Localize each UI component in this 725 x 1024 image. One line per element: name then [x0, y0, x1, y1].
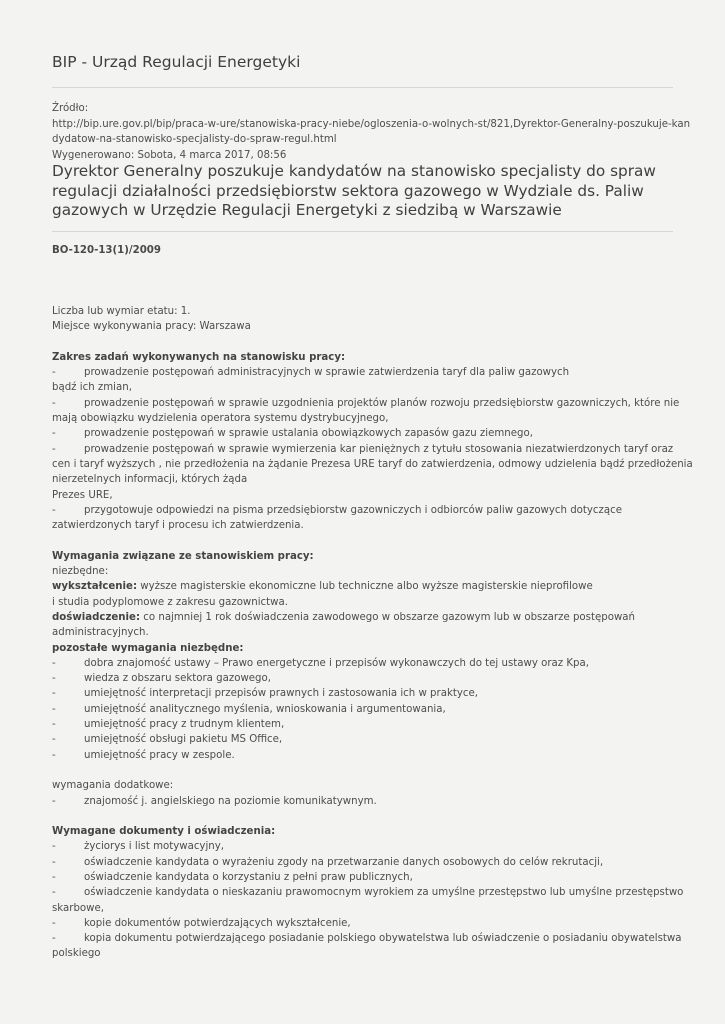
- list-item: - umiejętność obsługi pakietu MS Office,: [52, 734, 283, 746]
- etat-line: Liczba lub wymiar etatu: 1.: [52, 306, 191, 317]
- list-item: - prowadzenie postępowań w sprawie wymierzenia kar pieniężnych z tytułu stosowania niezatwierdzonych taryf oraz: [52, 443, 674, 455]
- list-item: - umiejętność pracy z trudnym klientem,: [52, 719, 285, 731]
- zakres-heading: Zakres zadań wykonywanych na stanowisku pracy:: [52, 351, 346, 363]
- miejsce-line: Miejsce wykonywania pracy: Warszawa: [52, 321, 251, 333]
- list-item-continuation: nierzetelnych informacji, których żąda: [52, 474, 248, 486]
- list-item: - oświadczenie kandydata o nieskazaniu prawomocnym wyrokiem za umyślne przestępstwo lub umyślne przestępstwo: [52, 887, 684, 899]
- list-item: - oświadczenie kandydata o wyrażeniu zgody na przetwarzanie danych osobowych do celów rekrutacji,: [52, 856, 604, 868]
- list-item: - umiejętność pracy w zespole.: [52, 749, 235, 761]
- list-item: - znajomość j. angielskiego na poziomie komunikatywnym.: [52, 795, 377, 807]
- list-item-continuation: polskiego: [52, 948, 101, 960]
- document-body: [52, 304, 693, 962]
- doswiadczenie-continuation: administracyjnych.: [52, 627, 149, 639]
- source-url-line-2: dydatow-na-stanowisko-specjalisty-do-spraw-regul.html: [52, 134, 337, 145]
- doswiadczenie-line: doświadczenie: co najmniej 1 rok doświadczenia zawodowego w obszarze gazowym lub w obszarze postępowań: [52, 611, 635, 623]
- title-divider: [52, 231, 673, 232]
- dodatkowe-heading: wymagania dodatkowe:: [52, 780, 174, 792]
- list-item-continuation: skarbowe,: [52, 902, 104, 914]
- list-item: - przygotowuje odpowiedzi na pisma przedsiębiorstw gazowniczych i odbiorców paliw gazowych dotyczące: [52, 504, 622, 516]
- site-title: BIP - Urząd Regulacji Energetyki: [52, 53, 301, 71]
- list-item: - prowadzenie postępowań administracyjnych w sprawie zatwierdzenia taryf dla paliw gazowych: [52, 367, 570, 379]
- source-info: [52, 101, 691, 163]
- list-item: - umiejętność interpretacji przepisów prawnych i zastosowania ich w praktyce,: [52, 688, 478, 700]
- list-item: - prowadzenie postępowań w sprawie ustalania obowiązkowych zapasów gazu ziemnego,: [52, 428, 533, 440]
- list-item-continuation: cen i taryf wyższych , nie przedłożenia na żądanie Prezesa URE taryf do zatwierdzenia, odmowy udzielenia bądź przedłożenia: [52, 458, 693, 470]
- list-item-continuation: mają obowiązku wydzielenia operatora systemu dystrybucyjnego,: [52, 413, 389, 425]
- niezbedne-label: niezbędne:: [52, 566, 109, 578]
- document-title: Dyrektor Generalny poszukuje kandydatów na stanowisko specjalisty do spraw regulacji działalności przedsiębiorstw sektora gazowego w Wydziale ds. Paliw gazowych w Urzędzie Regulacji Energetyki z siedzibą w Warszawie: [52, 162, 656, 219]
- list-item: - życiorys i list motywacyjny,: [52, 841, 225, 853]
- list-item: - kopia dokumentu potwierdzającego posiadanie polskiego obywatelstwa lub oświadczenie o posiadaniu obywatelstwa: [52, 933, 682, 945]
- list-item: - umiejętność analitycznego myślenia, wnioskowania i argumentowania,: [52, 703, 446, 715]
- pozostale-heading: pozostałe wymagania niezbędne:: [52, 642, 244, 654]
- list-item-continuation: Prezes URE,: [52, 489, 113, 501]
- list-item-continuation: bądź ich zmian,: [52, 382, 132, 394]
- list-item: - kopie dokumentów potwierdzających wykształcenie,: [52, 917, 351, 929]
- source-label: Źródło:: [52, 103, 89, 114]
- generated-date: Wygenerowano: Sobota, 4 marca 2017, 08:56: [52, 149, 287, 161]
- reference-number: BO-120-13(1)/2009: [52, 245, 161, 256]
- list-item-continuation: zatwierdzonych taryf i procesu ich zatwierdzenia.: [52, 520, 304, 532]
- wyksztalcenie-line: wykształcenie: wyższe magisterskie ekonomiczne lub techniczne albo wyższe magisterskie nieprofilowe: [52, 581, 593, 593]
- source-url-line-1: http://bip.ure.gov.pl/bip/praca-w-ure/stanowiska-pracy-niebe/ogloszenia-o-wolnych-st/821,Dyrektor-Generalny-poszukuje-kan: [52, 118, 691, 130]
- wyksztalcenie-continuation: i studia podyplomowe z zakresu gazownictwa.: [52, 596, 288, 608]
- wymagania-heading: Wymagania związane ze stanowiskiem pracy:: [52, 550, 314, 562]
- dokumenty-heading: Wymagane dokumenty i oświadczenia:: [52, 826, 276, 838]
- list-item: - prowadzenie postępowań w sprawie uzgodnienia projektów planów rozwoju przedsiębiorstw gazowniczych, które nie: [52, 397, 680, 409]
- list-item: - wiedza z obszaru sektora gazowego,: [52, 673, 271, 685]
- list-item: - oświadczenie kandydata o korzystaniu z pełni praw publicznych,: [52, 871, 413, 883]
- list-item: - dobra znajomość ustawy – Prawo energetyczne i przepisów wykonawczych do tej ustawy oraz Kpa,: [52, 657, 589, 669]
- header-divider: [52, 87, 673, 88]
